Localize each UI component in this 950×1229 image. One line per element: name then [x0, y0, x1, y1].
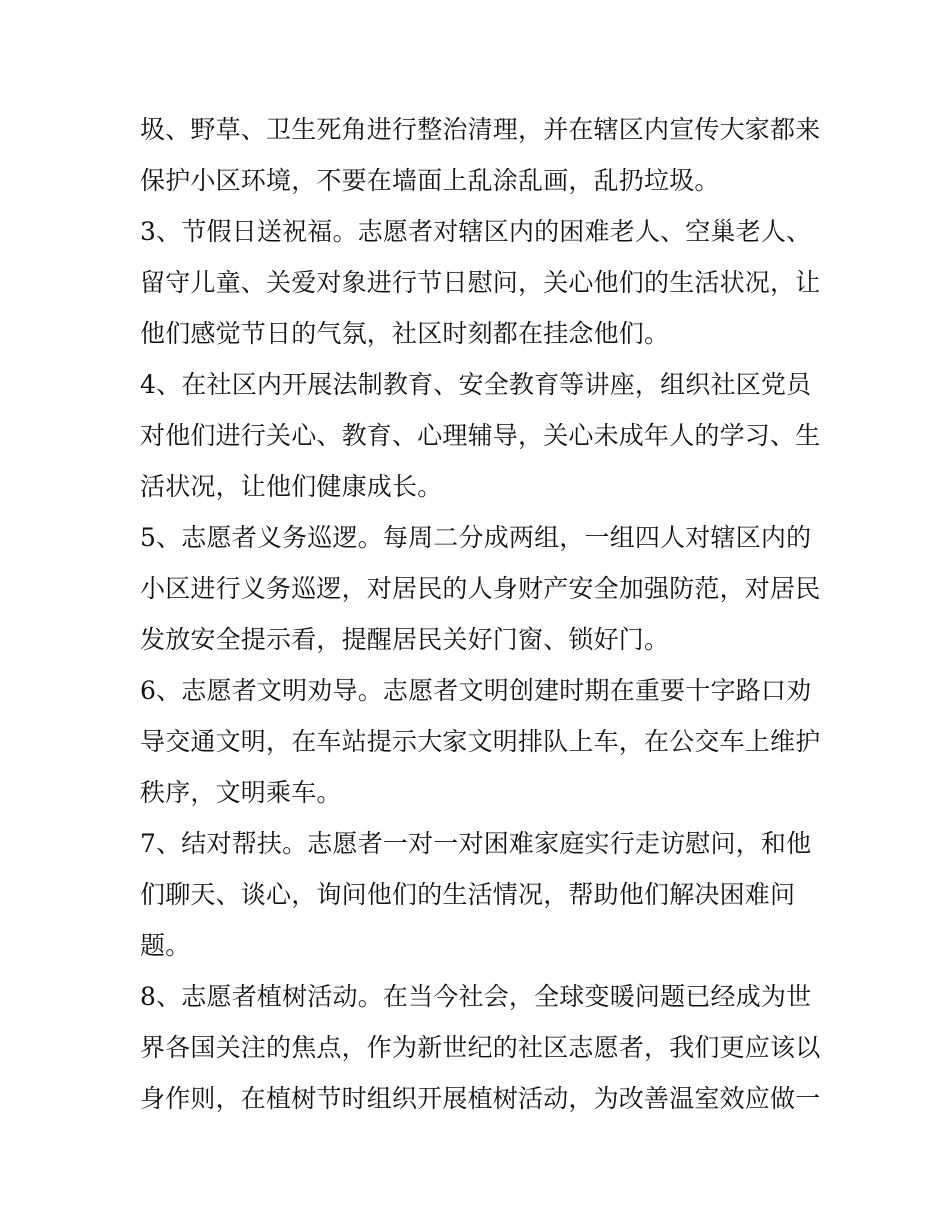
- text-line: 秩序，文明乘车。: [140, 778, 342, 807]
- text-line: 对他们进行关心、教育、心理辅导，关心未成年人的学习、生: [140, 421, 821, 450]
- text-line: 导交通文明，在车站提示大家文明排队上车，在公交车上维护: [140, 727, 821, 756]
- document-body: [140, 104, 820, 1124]
- text-line: 5、志愿者义务巡逻。每周二分成两组，一组四人对辖区内的: [140, 523, 812, 552]
- text-line: 保护小区环境，不要在墙面上乱涂乱画，乱扔垃圾。: [140, 166, 720, 195]
- text-line: 小区进行义务巡逻，对居民的人身财产安全加强防范，对居民: [140, 574, 821, 603]
- text-line: 们聊天、谈心，询问他们的生活情况，帮助他们解决困难问: [140, 880, 796, 909]
- text-line: 4、在社区内开展法制教育、安全教育等讲座，组织社区党员: [140, 370, 812, 399]
- text-line: 身作则，在植树节时组织开展植树活动，为改善温室效应做一: [140, 1084, 821, 1113]
- text-line: 发放安全提示看，提醒居民关好门窗、锁好门。: [140, 625, 670, 654]
- text-line: 7、结对帮扶。志愿者一对一对困难家庭实行走访慰问，和他: [140, 829, 812, 858]
- text-line: 3、节假日送祝福。志愿者对辖区内的困难老人、空巢老人、: [140, 217, 812, 246]
- text-line: 活状况，让他们健康成长。: [140, 472, 443, 501]
- text-line: 圾、野草、卫生死角进行整治清理，并在辖区内宣传大家都来: [140, 115, 821, 144]
- text-line: 留守儿童、关爱对象进行节日慰问，关心他们的生活状况，让: [140, 268, 821, 297]
- text-line: 他们感觉节日的气氛，社区时刻都在挂念他们。: [140, 319, 670, 348]
- text-line: 8、志愿者植树活动。在当今社会，全球变暖问题已经成为世: [140, 982, 812, 1011]
- text-line: 界各国关注的焦点，作为新世纪的社区志愿者，我们更应该以: [140, 1033, 821, 1062]
- text-line: 6、志愿者文明劝导。志愿者文明创建时期在重要十字路口劝: [140, 676, 812, 705]
- text-line: 题。: [140, 931, 191, 960]
